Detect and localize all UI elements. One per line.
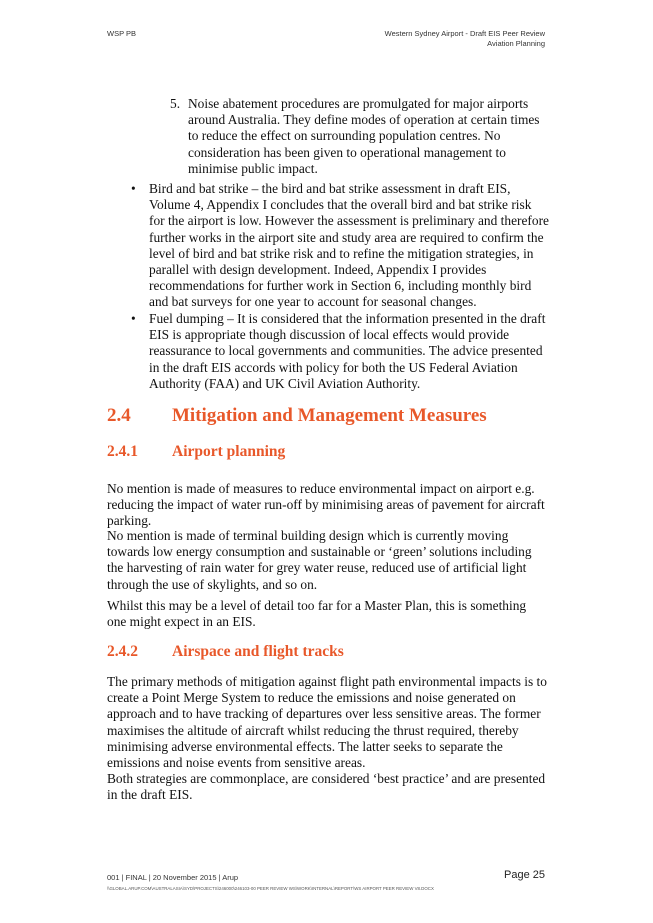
section-number: 2.4 [107, 405, 131, 426]
bullet-text: Fuel dumping – It is considered that the information presented in the draft EIS is appropriate though discussion of local effects would provide reassurance to local governments and communities. The advice presented in the draft EIS accords with policy for both the US Federal Aviation Authority (FAA) and UK Civil Aviation Authority. [149, 311, 546, 391]
paragraph: No mention is made of terminal building design which is currently moving towards low energy consumption and sustainable or ‘green’ solutions including the harvesting of rain water for grey water reuse, reduced use of artificial light through the use of skylights, and so on. [107, 528, 532, 592]
bullet-bird-bat-strike [131, 181, 549, 311]
subsection-title: Airspace and flight tracks [172, 643, 344, 660]
footer-document-info: 001 | FINAL | 20 November 2015 | Arup [107, 873, 239, 882]
numbered-item-5 [170, 96, 550, 177]
subsection-number: 2.4.2 [107, 643, 138, 660]
item-number: 5. [170, 96, 181, 111]
header-subtitle: Aviation Planning [487, 39, 545, 48]
bullet-icon: • [131, 311, 136, 326]
paragraph: Whilst this may be a level of detail too far for a Master Plan, this is something one might expect in an EIS. [107, 598, 527, 630]
header-left: WSP PB [107, 29, 137, 38]
header-title: Western Sydney Airport - Draft EIS Peer Review [384, 29, 545, 38]
subsection-title: Airport planning [172, 443, 286, 460]
subsection-number: 2.4.1 [107, 443, 138, 460]
bullet-fuel-dumping [131, 311, 549, 392]
footer-file-path: \\GLOBAL.ARUP.COM\AUSTRALASIA\SYD\PROJECTS\246000\246103-00 PEER REVIEW WS\WORK\INTERNAL\REPORT\WS AIRPORT PEER REVIEW V8.DOCX [107, 886, 434, 891]
bullet-text: Bird and bat strike – the bird and bat strike assessment in draft EIS, Volume 4, Appendix I concludes that the overall bird and bat strike risk for the airport is low. However the assessment is preliminary and therefore further works in the airport site and study area are required to confirm the level of bird and bat strike risk and to refine the mitigation strategies, in parallel with design development. Indeed, Appendix I provides recommendations for further work in Section 6, including monthly bird and bat surveys for one year to account for seasonal changes. [149, 181, 549, 310]
paragraph: The primary methods of mitigation against flight path environmental impacts is to create a Point Merge System to reduce the emissions and noise generated on approach and to have tracking of departures over less sensitive areas. The former maximises the altitude of aircraft whilst reducing the thrust required, thereby minimising adverse environmental effects. The latter seeks to separate the emissions and noise events from sensitive areas. [107, 674, 547, 771]
section-title: Mitigation and Management Measures [172, 405, 487, 426]
paragraph: Both strategies are commonplace, are considered ‘best practice’ and are presented in the draft EIS. [107, 771, 546, 803]
item-text: Noise abatement procedures are promulgated for major airports around Australia. They define modes of operation at certain times to reduce the effect on surrounding population centres. No consideration has been given to operational management to minimise public impact. [188, 96, 540, 176]
page-number: Page 25 [504, 869, 545, 881]
paragraph: No mention is made of measures to reduce environmental impact on airport e.g. reducing the impact of water run-off by minimising areas of pavement for aircraft parking. [107, 481, 545, 529]
bullet-icon: • [131, 181, 136, 196]
header-right [385, 29, 545, 49]
